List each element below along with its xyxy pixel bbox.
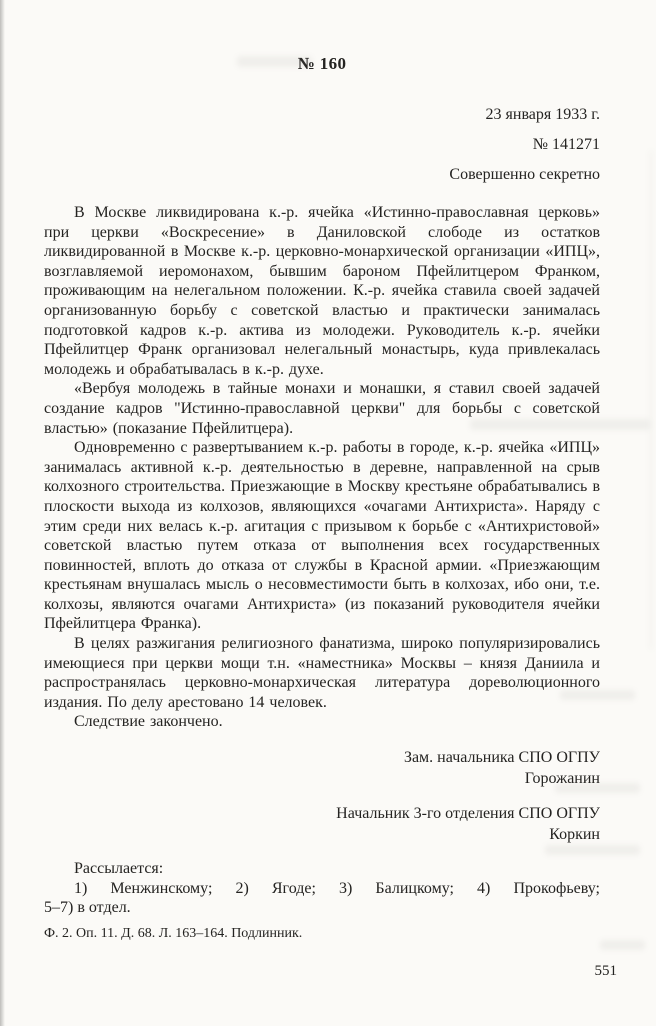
body-paragraph-3: Одновременно с развертыванием к.-р. работы в городе, к.-р. ячейка «ИПЦ» занималась активной к.-р. деятельностью в деревне, направленной на срыв колхозного строительства. Приезжающие в Москву крестьяне обрабатывались в плоскости выхода из колхозов, являющихся «очагами Антихриста». Наряду с этим среди них велась к.-р. агитация с призывом к борьбе с «Антихристовой» советской властью путем отказа от выполнения всех государственных повинностей, вплоть до отказа от службы в Красной армии. «Приезжающим крестьянам внушалась мысль о несовместимости быть в колхозах, ибо они, т.е. колхозы, являются очагами Антихриста» (из показаний руководителя ячейки Пфейлитцера Франка). bbox=[44, 439, 600, 633]
signature-1-name: Горожанин bbox=[524, 769, 600, 787]
archival-reference: Ф. 2. Оп. 11. Д. 68. Л. 163–164. Подлинник. bbox=[44, 926, 303, 941]
signature-1 bbox=[44, 748, 600, 789]
document-body bbox=[44, 203, 600, 732]
signature-1-title: Зам. начальника СПО ОГПУ bbox=[403, 749, 600, 767]
document-date: 23 января 1933 г. bbox=[485, 106, 600, 123]
distribution-recipients-continued: 5–7) в отдел. bbox=[44, 899, 131, 917]
signature-2-title: Начальник 3-го отделения СПО ОГПУ bbox=[336, 805, 600, 823]
scan-left-edge bbox=[0, 0, 5, 1026]
document-ref-number: № 141271 bbox=[532, 136, 600, 153]
signature-2 bbox=[44, 804, 600, 845]
document-number-heading: № 160 bbox=[297, 54, 347, 73]
scan-artifact bbox=[600, 940, 645, 950]
classification-label: Совершенно секретно bbox=[449, 166, 600, 183]
scan-artifact bbox=[545, 845, 640, 855]
scan-artifact bbox=[649, 150, 653, 650]
signature-block bbox=[44, 748, 600, 845]
signature-2-name: Коркин bbox=[549, 825, 600, 843]
body-paragraph-4: В целях разжигания религиозного фанатизма, широко популяризировались имеющиеся при церкви мощи т.н. «наместника» Москвы – князя Даниила и распространялась церковно-монархическая литература дореволюционного издания. По делу арестовано 14 человек. bbox=[44, 635, 600, 711]
page-number: 551 bbox=[594, 963, 617, 979]
distribution-list bbox=[44, 859, 600, 918]
body-paragraph-5: Следствие закончено. bbox=[74, 713, 223, 731]
body-paragraph-2: «Вербуя молодежь в тайные монахи и монашки, я ставил своей задачей создание кадров "Истинно-православной церкви" для борьбы с советской властью» (показание Пфейлитцера). bbox=[44, 380, 600, 437]
body-paragraph-1: В Москве ликвидирована к.-р. ячейка «Истинно-православная церковь» при церкви «Воскресение» в Даниловской слободе из остатков ликвидированной в Москве к.-р. церковно-монархической организации «ИПЦ», возглавляемой иеромонахом, бывшим бароном Пфейлитцером Франком, проживающим на нелегальном положении. К.-р. ячейка ставила своей задачей организованную борьбу с советской властью и практически занималась подготовкой кадров к.-р. актива из молодежи. Руководитель к.-р. ячейки Пфейлитцер Франк организовал нелегальный монастырь, куда привлекалась молодежь и обрабатывалась в к.-р. духе. bbox=[44, 204, 600, 378]
distribution-heading: Рассылается: bbox=[74, 860, 164, 878]
document-meta-block bbox=[44, 100, 600, 190]
distribution-recipients: 1) Менжинскому; 2) Ягоде; 3) Балицкому; 4) Прокофьеву; bbox=[74, 879, 600, 897]
